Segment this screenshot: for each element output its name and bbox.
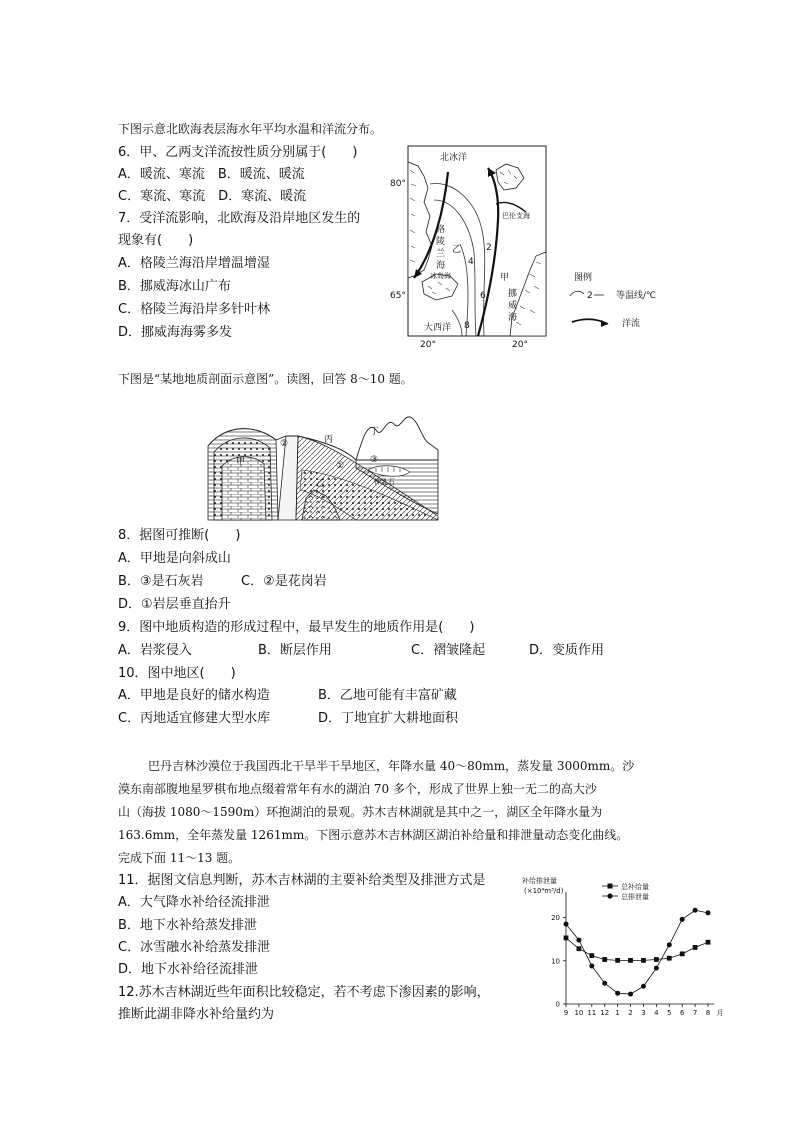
label-greenland-2: 陵: [436, 237, 446, 247]
q6-stem: 6．甲、乙两支洋流按性质分别属于( ): [118, 145, 358, 160]
label-greenland-1: 格: [436, 225, 446, 235]
intro-text-1: 下图示意北欧海表层海水年平均水温和洋流分布。: [118, 122, 383, 136]
q8-option-b: B．③是石灰岩: [118, 574, 204, 589]
chart-x-tick-label: 11: [587, 1009, 597, 1017]
data-point-recharge: [628, 958, 633, 963]
label-bing: 丙: [324, 435, 334, 445]
data-point-recharge: [615, 958, 620, 963]
q9-option-c: C．褶皱隆起: [411, 643, 486, 658]
label-c2: ②: [280, 439, 289, 449]
q11-option-d: D．地下水补给径流排泄: [118, 962, 259, 977]
label-yi-geo: 乙: [316, 479, 326, 489]
q11-option-a: A．大气降水补给径流排泄: [118, 895, 270, 910]
data-point-discharge: [615, 991, 620, 996]
para-line-3: 山（海拔 1080～1590m）环抱湖泊的景观。苏木吉林湖就是其中之一，湖区全年降水量为: [118, 805, 603, 819]
chart-ylabel: 补给排泄量: [522, 877, 557, 885]
legend-isotherm-line: [570, 291, 584, 296]
q7-option-c: C．格陵兰海沿岸多针叶林: [118, 302, 271, 317]
chart-x-tick-label: 3: [641, 1009, 646, 1017]
chart-x-tick-label: 5: [667, 1009, 672, 1017]
data-point-recharge: [667, 956, 672, 961]
q6-options-row1: A．暖流、寒流 B．暖流、暖流: [118, 167, 305, 182]
data-point-discharge: [667, 942, 672, 947]
label-c1: ①: [336, 461, 345, 471]
data-point-recharge: [641, 958, 646, 963]
label-ding: 丁: [370, 427, 380, 437]
q7-option-b: B．挪威海冰山广布: [118, 279, 231, 294]
q12-stem-line2: 推断此湖非降水补给量约为: [118, 1007, 275, 1022]
data-point-discharge: [602, 981, 607, 986]
chart-x-tick-label: 10: [574, 1009, 584, 1017]
label-stalactite: 钟乳石: [374, 478, 395, 486]
legend-current-arrowhead: [601, 320, 608, 327]
q8-stem: 8．据图可推断( ): [118, 528, 241, 543]
legend-isotherm-sample: 2: [587, 291, 593, 301]
data-point-discharge: [693, 908, 698, 913]
para-line-1: 巴丹吉林沙漠位于我国西北干旱半干旱地区，年降水量 40～80mm，蒸发量 3000mm。沙: [148, 759, 635, 773]
legend-current-label: 洋流: [622, 319, 641, 329]
q9-option-b: B．断层作用: [258, 643, 332, 658]
data-point-recharge: [654, 957, 659, 962]
chart-x-tick-label: 12: [600, 1009, 610, 1017]
chart-x-tick-label: 4: [654, 1009, 659, 1017]
label-greenland-4: 海: [436, 261, 446, 271]
q11-option-c: C．冰雪融水补给蒸发排泄: [118, 940, 271, 955]
data-point-discharge: [576, 938, 581, 943]
data-point-recharge: [564, 936, 569, 941]
q8-option-d: D．①岩层垂直抬升: [118, 597, 231, 612]
q7-option-d: D．挪威海海雾多发: [118, 325, 233, 340]
data-point-discharge: [589, 963, 594, 968]
chart-y-tick-label: 20: [551, 914, 560, 923]
label-yi: 乙: [452, 245, 462, 255]
chart-marks: [564, 908, 711, 997]
data-point-discharge: [654, 966, 659, 971]
chart-x-tick-label: 1: [615, 1009, 620, 1017]
data-point-recharge: [577, 946, 582, 951]
q12-stem-line1: 12.苏木吉林湖近些年面积比较稳定，若不考虑下渗因素的影响，: [118, 985, 490, 1000]
label-iso-8: 8: [464, 321, 470, 331]
label-greenland-3: 兰: [436, 249, 446, 259]
legend-isotherm-label: 等温线/℃: [616, 291, 657, 301]
intro-text-2: 下图是“某地地质剖面示意图”。读图，回答 8～10 题。: [118, 372, 413, 386]
chart-x-tick-label: 8: [705, 1009, 711, 1017]
data-point-discharge: [641, 984, 646, 989]
chart-y-tick-label: 0: [555, 1000, 560, 1009]
q10-stem: 10．图中地区( ): [118, 666, 236, 681]
north-europe-map: [384, 140, 696, 350]
karst-peaks: [356, 417, 438, 460]
chart-y-tick-label: 10: [551, 957, 560, 966]
label-lon-left: 20°: [420, 340, 436, 350]
label-jia: 甲: [500, 273, 510, 283]
geologic-section: [206, 410, 438, 522]
q10-option-d: D．丁地宜扩大耕地面积: [318, 711, 459, 726]
data-point-discharge: [564, 922, 569, 927]
q6-options-row2: C．寒流、寒流 D．寒流、暖流: [118, 189, 307, 204]
label-atlantic: 大西洋: [424, 323, 452, 333]
label-lon-right: 20°: [512, 340, 528, 350]
label-norway-2: 威: [508, 301, 518, 311]
q11-stem: 11．据图文信息判断，苏木吉林湖的主要补给类型及排泄方式是: [118, 873, 486, 888]
legend-label-recharge: 总补给量: [621, 883, 649, 891]
para-line-5: 完成下面 11～13 题。: [118, 851, 241, 865]
q7-stem-line1: 7．受洋流影响，北欧海及沿岸地区发生的: [118, 211, 361, 226]
label-iso-4: 4: [468, 257, 474, 267]
data-point-recharge: [693, 945, 698, 950]
q9-stem: 9．图中地质构造的形成过程中，最早发生的地质作用是( ): [118, 620, 475, 635]
q11-option-b: B．地下水补给蒸发排泄: [118, 918, 257, 933]
q7-stem-line2: 现象有( ): [118, 233, 194, 248]
data-point-discharge: [706, 910, 711, 915]
label-jia-geo: 甲: [236, 457, 246, 467]
data-point-discharge: [680, 917, 685, 922]
q10-option-a: A．甲地是良好的储水构造: [118, 688, 270, 703]
label-iso-2: 2: [486, 243, 492, 253]
chart-x-tick-label: 9: [563, 1009, 569, 1017]
legend-title: 图例: [574, 273, 593, 283]
q8-option-a: A．甲地是向斜成山: [118, 551, 231, 566]
data-point-recharge: [602, 957, 607, 962]
q7-option-a: A．格陵兰海沿岸增温增湿: [118, 256, 270, 271]
chart-x-unit: 月: [716, 1009, 724, 1017]
chart-x-tick-label: 6: [679, 1009, 685, 1017]
series-line-discharge: [566, 910, 708, 994]
chart-x-tick-label: 7: [692, 1009, 698, 1017]
label-c3: ③: [370, 455, 379, 465]
label-barents-sea: 巴伦支海: [502, 212, 530, 220]
data-point-recharge: [706, 940, 711, 945]
q8-option-c: C．②是花岗岩: [241, 574, 327, 589]
label-lat-80: 80°: [390, 179, 406, 189]
chart-x-tick-label: 2: [628, 1009, 633, 1017]
data-point-recharge: [680, 951, 685, 956]
legend-label-discharge: 总排泄量: [621, 893, 649, 901]
label-iso-6: 6: [480, 291, 486, 301]
q9-option-a: A．岩浆侵入: [118, 643, 192, 658]
q10-option-c: C．丙地适宜修建大型水库: [118, 711, 271, 726]
para-line-4: 163.6mm，全年蒸发量 1261mm。下图示意苏木吉林湖区湖泊补给量和排泄量动态变化曲线。: [118, 828, 629, 842]
data-point-discharge: [628, 992, 633, 997]
chart-yunit: (×10⁴m³/d): [524, 887, 564, 895]
legend-marker-recharge: [608, 884, 613, 889]
label-lat-65: 65°: [390, 291, 406, 301]
para-line-2: 漠东南部腹地星罗棋布地点缀着常年有水的湖泊 70 多个，形成了世界上独一无二的高大沙: [118, 782, 597, 796]
label-norway-3: 海: [508, 313, 518, 323]
label-iceland-sea: 冰岛海: [430, 272, 451, 280]
q9-option-d: D．变质作用: [529, 643, 605, 658]
chart-legend: [602, 882, 649, 901]
legend-marker-discharge: [607, 893, 612, 898]
data-point-recharge: [589, 953, 594, 958]
label-north-ocean: 北冰洋: [440, 153, 468, 163]
label-norway-1: 挪: [508, 289, 518, 299]
q10-option-b: B．乙地可能有丰富矿藏: [318, 688, 457, 703]
lake-recharge-chart: [522, 874, 724, 1022]
